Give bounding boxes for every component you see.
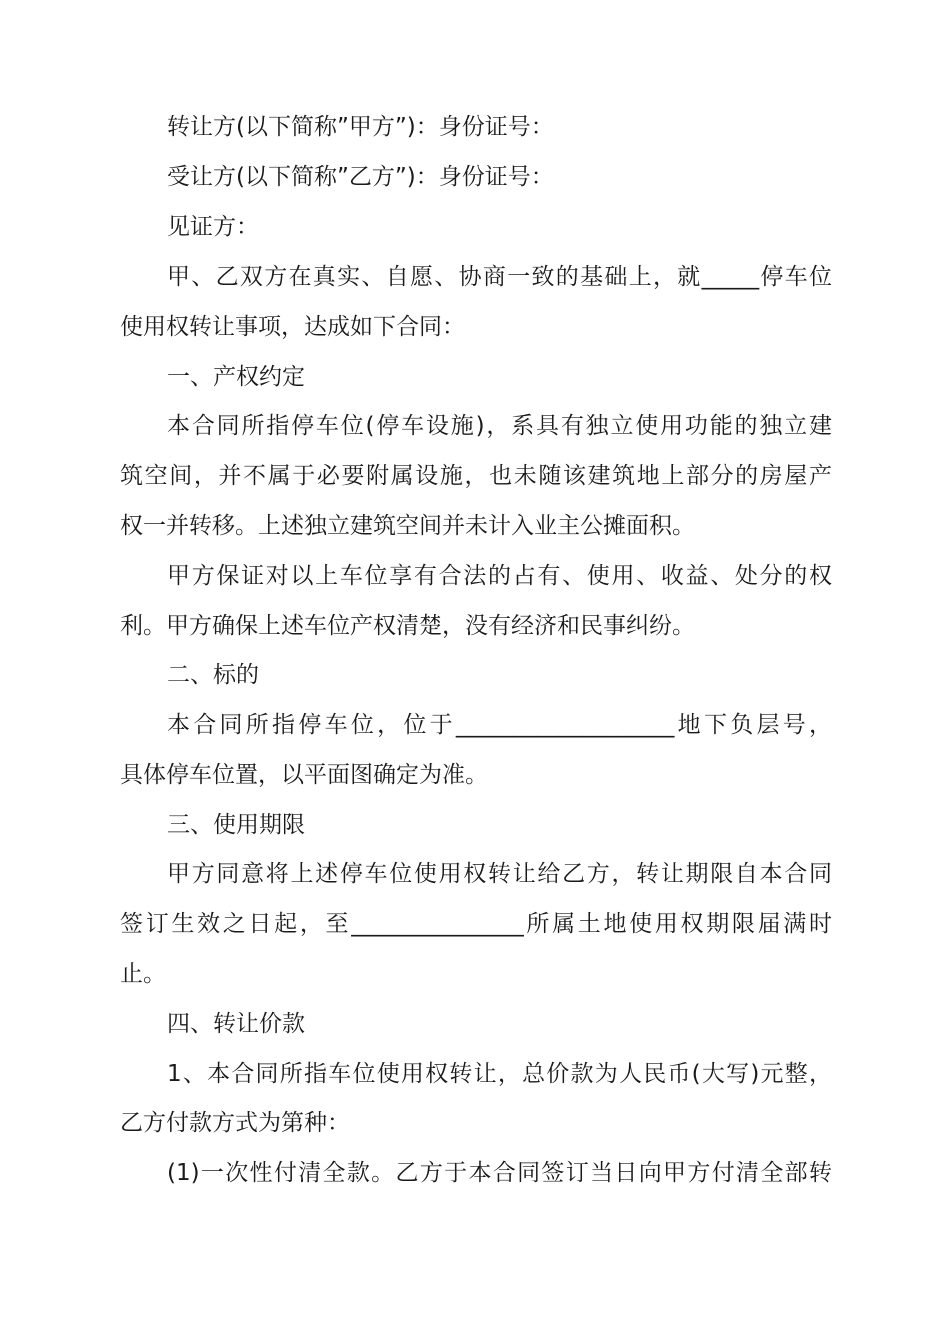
transferee-line: 受让方(以下简称”乙方”)：身份证号：	[167, 164, 554, 190]
paragraph-line: 甲方同意将上述停车位使用权转让给乙方，转让期限自本合同	[167, 861, 832, 887]
paragraph-line: 筑空间，并不属于必要附属设施，也未随该建筑地上部分的房屋产	[120, 463, 832, 489]
paragraph-line: 利。甲方确保上述车位产权清楚，没有经济和民事纠纷。	[120, 613, 695, 639]
section-heading-3: 三、使用期限	[167, 812, 305, 838]
paragraph-line: 甲方保证对以上车位享有合法的占有、使用、收益、处分的权	[167, 563, 832, 589]
paragraph-line: 止。	[120, 961, 166, 987]
section-heading-1: 一、产权约定	[167, 364, 305, 390]
section-heading-4: 四、转让价款	[167, 1011, 305, 1037]
paragraph-line: 本合同所指停车位，位于___________________地下负层号，	[167, 712, 832, 738]
preamble-line-1: 甲、乙双方在真实、自愿、协商一致的基础上，就_____停车位	[167, 264, 832, 290]
paragraph-line: (1)一次性付清全款。乙方于本合同签订当日向甲方付清全部转	[167, 1160, 832, 1186]
paragraph-line: 本合同所指停车位(停车设施)，系具有独立使用功能的独立建	[167, 413, 832, 439]
section-heading-2: 二、标的	[167, 662, 259, 688]
paragraph-line: 1、本合同所指车位使用权转让，总价款为人民币(大写)元整，	[167, 1061, 832, 1087]
transferor-line: 转让方(以下简称”甲方”)：身份证号：	[167, 114, 554, 140]
paragraph-line: 签订生效之日起，至_______________所属土地使用权期限届满时	[120, 911, 832, 937]
paragraph-line: 权一并转移。上述独立建筑空间并未计入业主公摊面积。	[120, 513, 695, 539]
paragraph-line: 乙方付款方式为第种：	[120, 1110, 350, 1136]
paragraph-line: 具体停车位置，以平面图确定为准。	[120, 762, 488, 788]
witness-line: 见证方：	[167, 214, 259, 240]
preamble-line-2: 使用权转让事项，达成如下合同：	[120, 314, 465, 340]
